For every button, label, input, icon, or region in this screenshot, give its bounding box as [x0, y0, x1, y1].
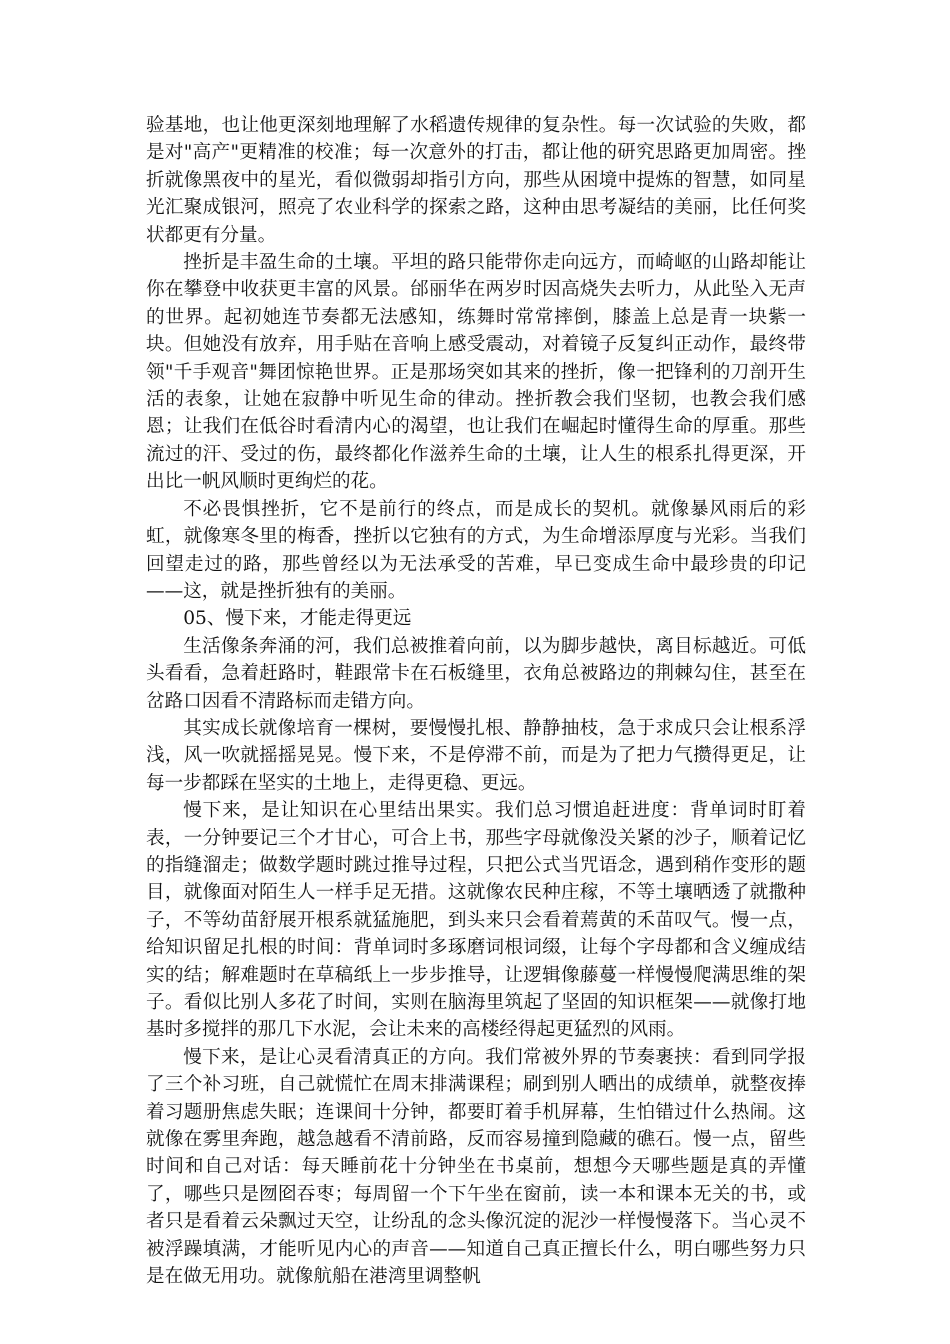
paragraph-1: 验基地，也让他更深刻地理解了水稻遗传规律的复杂性。每一次试验的失败，都是对"高产"更精准的校准；每一次意外的打击，都让他的研究思路更加周密。挫折就像黑夜中的星光，看似微弱却指引方向，那些从困境中提炼的智慧，如同星光汇聚成银河，照亮了农业科学的探索之路，这种由思考凝结的美丽，比任何奖状都更有分量。 [146, 115, 806, 246]
paragraph-6: 慢下来，是让知识在心里结出果实。我们总习惯追赶进度：背单词时盯着表，一分钟要记三个才甘心，可合上书，那些字母就像没关紧的沙子，顺着记忆的指缝溜走；做数学题时跳过推导过程，只把公式当咒语念，遇到稍作变形的题目，就像面对陌生人一样手足无措。这就像农民种庄稼，不等土壤晒透了就撒种子，不等幼苗舒展开根系就猛施肥，到头来只会看着蔫黄的禾苗叹气。慢一点，给知识留足扎根的时间：背单词时多琢磨词根词缀，让每个字母都和含义缠成结实的结；解难题时在草稿纸上一步步推导，让逻辑像藤蔓一样慢慢爬满思维的架子。看似比别人多花了时间，实则在脑海里筑起了坚固的知识框架——就像打地基时多搅拌的那几下水泥，会让未来的高楼经得起更猛烈的风雨。 [146, 800, 806, 1041]
paragraph-2: 挫折是丰盈生命的土壤。平坦的路只能带你走向远方，而崎岖的山路却能让你在攀登中收获更丰富的风景。邰丽华在两岁时因高烧失去听力，从此坠入无声的世界。起初她连节奏都无法感知，练舞时常常摔倒，膝盖上总是青一块紫一块。但她没有放弃，用手贴在音响上感受震动，对着镜子反复纠正动作，最终带领"千手观音"舞团惊艳世界。正是那场突如其来的挫折，像一把锋利的刀剖开生活的表象，让她在寂静中听见生命的律动。挫折教会我们坚韧，也教会我们感恩；让我们在低谷时看清内心的渴望，也让我们在崛起时懂得生命的厚重。那些流过的汗、受过的伤，最终都化作滋养生命的土壤，让人生的根系扎得更深，开出比一帆风顺时更绚烂的花。 [146, 252, 806, 493]
paragraph-4: 生活像条奔涌的河，我们总被推着向前，以为脚步越快，离目标越近。可低头看看，急着赶路时，鞋跟常卡在石板缝里，衣角总被路边的荆棘勾住，甚至在岔路口因看不清路标而走错方向。 [146, 635, 806, 712]
paragraph-5: 其实成长就像培育一棵树，要慢慢扎根、静静抽枝，急于求成只会让根系浮浅，风一吹就摇摇晃晃。慢下来，不是停滞不前，而是为了把力气攒得更足，让每一步都踩在坚实的土地上，走得更稳、更远。 [146, 717, 806, 794]
paragraph-3: 不必畏惧挫折，它不是前行的终点，而是成长的契机。就像暴风雨后的彩虹，就像寒冬里的梅香，挫折以它独有的方式，为生命增添厚度与光彩。当我们回望走过的路，那些曾经以为无法承受的苦难，早已变成生命中最珍贵的印记——这，就是挫折独有的美丽。 [146, 498, 806, 602]
section-heading: 05、慢下来，才能走得更远 [183, 608, 412, 630]
paragraph-7: 慢下来，是让心灵看清真正的方向。我们常被外界的节奏裹挟：看到同学报了三个补习班，自己就慌忙在周末排满课程；刷到别人晒出的成绩单，就整夜捧着习题册焦虑失眠；连课间十分钟，都要盯着手机屏幕，生怕错过什么热闹。这就像在雾里奔跑，越急越看不清前路，反而容易撞到隐藏的礁石。慢一点，留些时间和自己对话：每天睡前花十分钟坐在书桌前，想想今天哪些题是真的弄懂了，哪些只是囫囵吞枣；每周留一个下午坐在窗前，读一本和课本无关的书，或者只是看着云朵飘过天空，让纷乱的念头像沉淀的泥沙一样慢慢落下。当心灵不被浮躁填满，才能听见内心的声音——知道自己真正擅长什么，明白哪些努力只是在做无用功。就像航船在港湾里调整帆 [146, 1046, 806, 1288]
document-page [146, 112, 806, 1290]
